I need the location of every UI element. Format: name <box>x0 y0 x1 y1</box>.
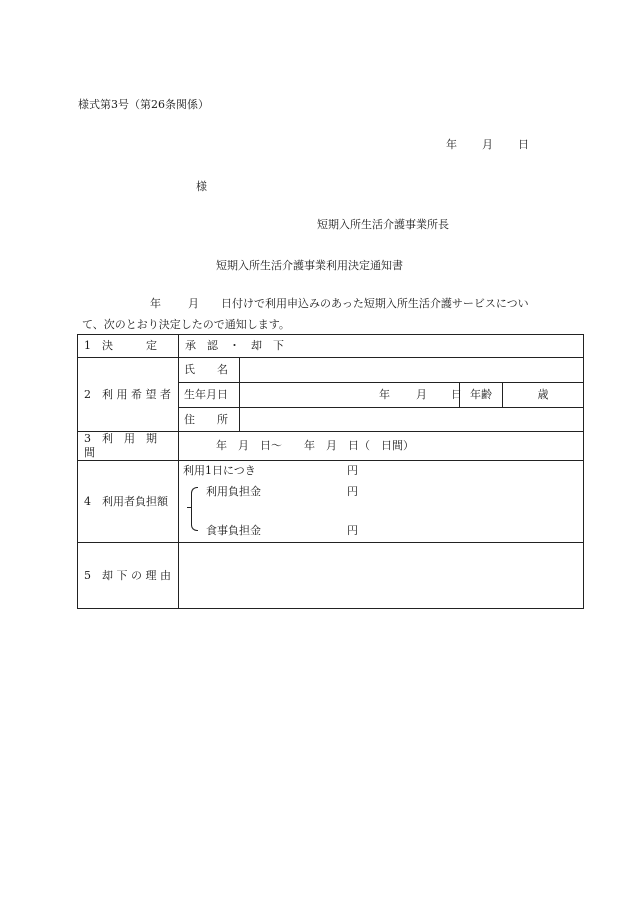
user-fee-label: 4 利用者負担額 <box>78 461 179 543</box>
age-field[interactable]: 歳 <box>503 383 584 408</box>
usage-fee-yen[interactable]: 円 <box>347 485 358 498</box>
birth-month-unit: 月 <box>416 388 427 401</box>
birth-year-unit: 年 <box>379 388 390 401</box>
form-number: 様式第3号（第26条関係） <box>78 98 209 111</box>
name-label: 氏 名 <box>179 358 240 383</box>
rejection-reason-field[interactable] <box>179 543 584 609</box>
table-row-period <box>78 432 584 461</box>
rejection-reason-label: 5 却 下 の 理 由 <box>78 543 179 609</box>
body-line-2: て、次のとおり決定したので通知します。 <box>82 318 290 331</box>
decision-label: 1 決 定 <box>78 335 179 358</box>
birth-date-field[interactable] <box>240 383 460 408</box>
document-title: 短期入所生活介護事業利用決定通知書 <box>216 259 403 272</box>
addressee-suffix: 様 <box>196 180 207 193</box>
name-field[interactable] <box>240 358 584 383</box>
decision-table <box>77 334 584 609</box>
date-day-unit: 日 <box>518 138 529 151</box>
birth-date-label: 生年月日 <box>179 383 240 408</box>
birth-day-unit: 日 <box>451 388 462 401</box>
brace-tip-icon <box>187 507 192 508</box>
table-row-applicant-name <box>78 358 584 383</box>
table-row-user-fee <box>78 461 584 543</box>
table-row-rejection <box>78 543 584 609</box>
brace-icon <box>191 487 198 531</box>
decision-value: 承 認 ・ 却 下 <box>179 335 584 358</box>
meal-fee-label: 食事負担金 <box>206 524 261 537</box>
address-field[interactable] <box>240 408 584 432</box>
period-value[interactable]: 年 月 日～ 年 月 日（ 日間） <box>179 432 584 461</box>
table-row-decision <box>78 335 584 358</box>
body-year-unit: 年 <box>150 297 161 310</box>
body-month-unit: 月 <box>188 297 199 310</box>
applicant-label: 2 利 用 希 望 者 <box>78 358 179 432</box>
per-day-label: 利用1日につき <box>183 464 256 477</box>
period-label: 3 利 用 期 間 <box>78 432 179 461</box>
sender-title: 短期入所生活介護事業所長 <box>317 218 449 231</box>
age-label: 年齢 <box>460 383 503 408</box>
meal-fee-yen[interactable]: 円 <box>347 524 358 537</box>
address-label: 住 所 <box>179 408 240 432</box>
date-year-unit: 年 <box>446 138 457 151</box>
date-month-unit: 月 <box>482 138 493 151</box>
user-fee-cell <box>179 461 584 543</box>
usage-fee-label: 利用負担金 <box>206 485 261 498</box>
body-line-1: 日付けで利用申込みのあった短期入所生活介護サービスについ <box>221 297 529 310</box>
per-day-yen[interactable]: 円 <box>347 464 358 477</box>
